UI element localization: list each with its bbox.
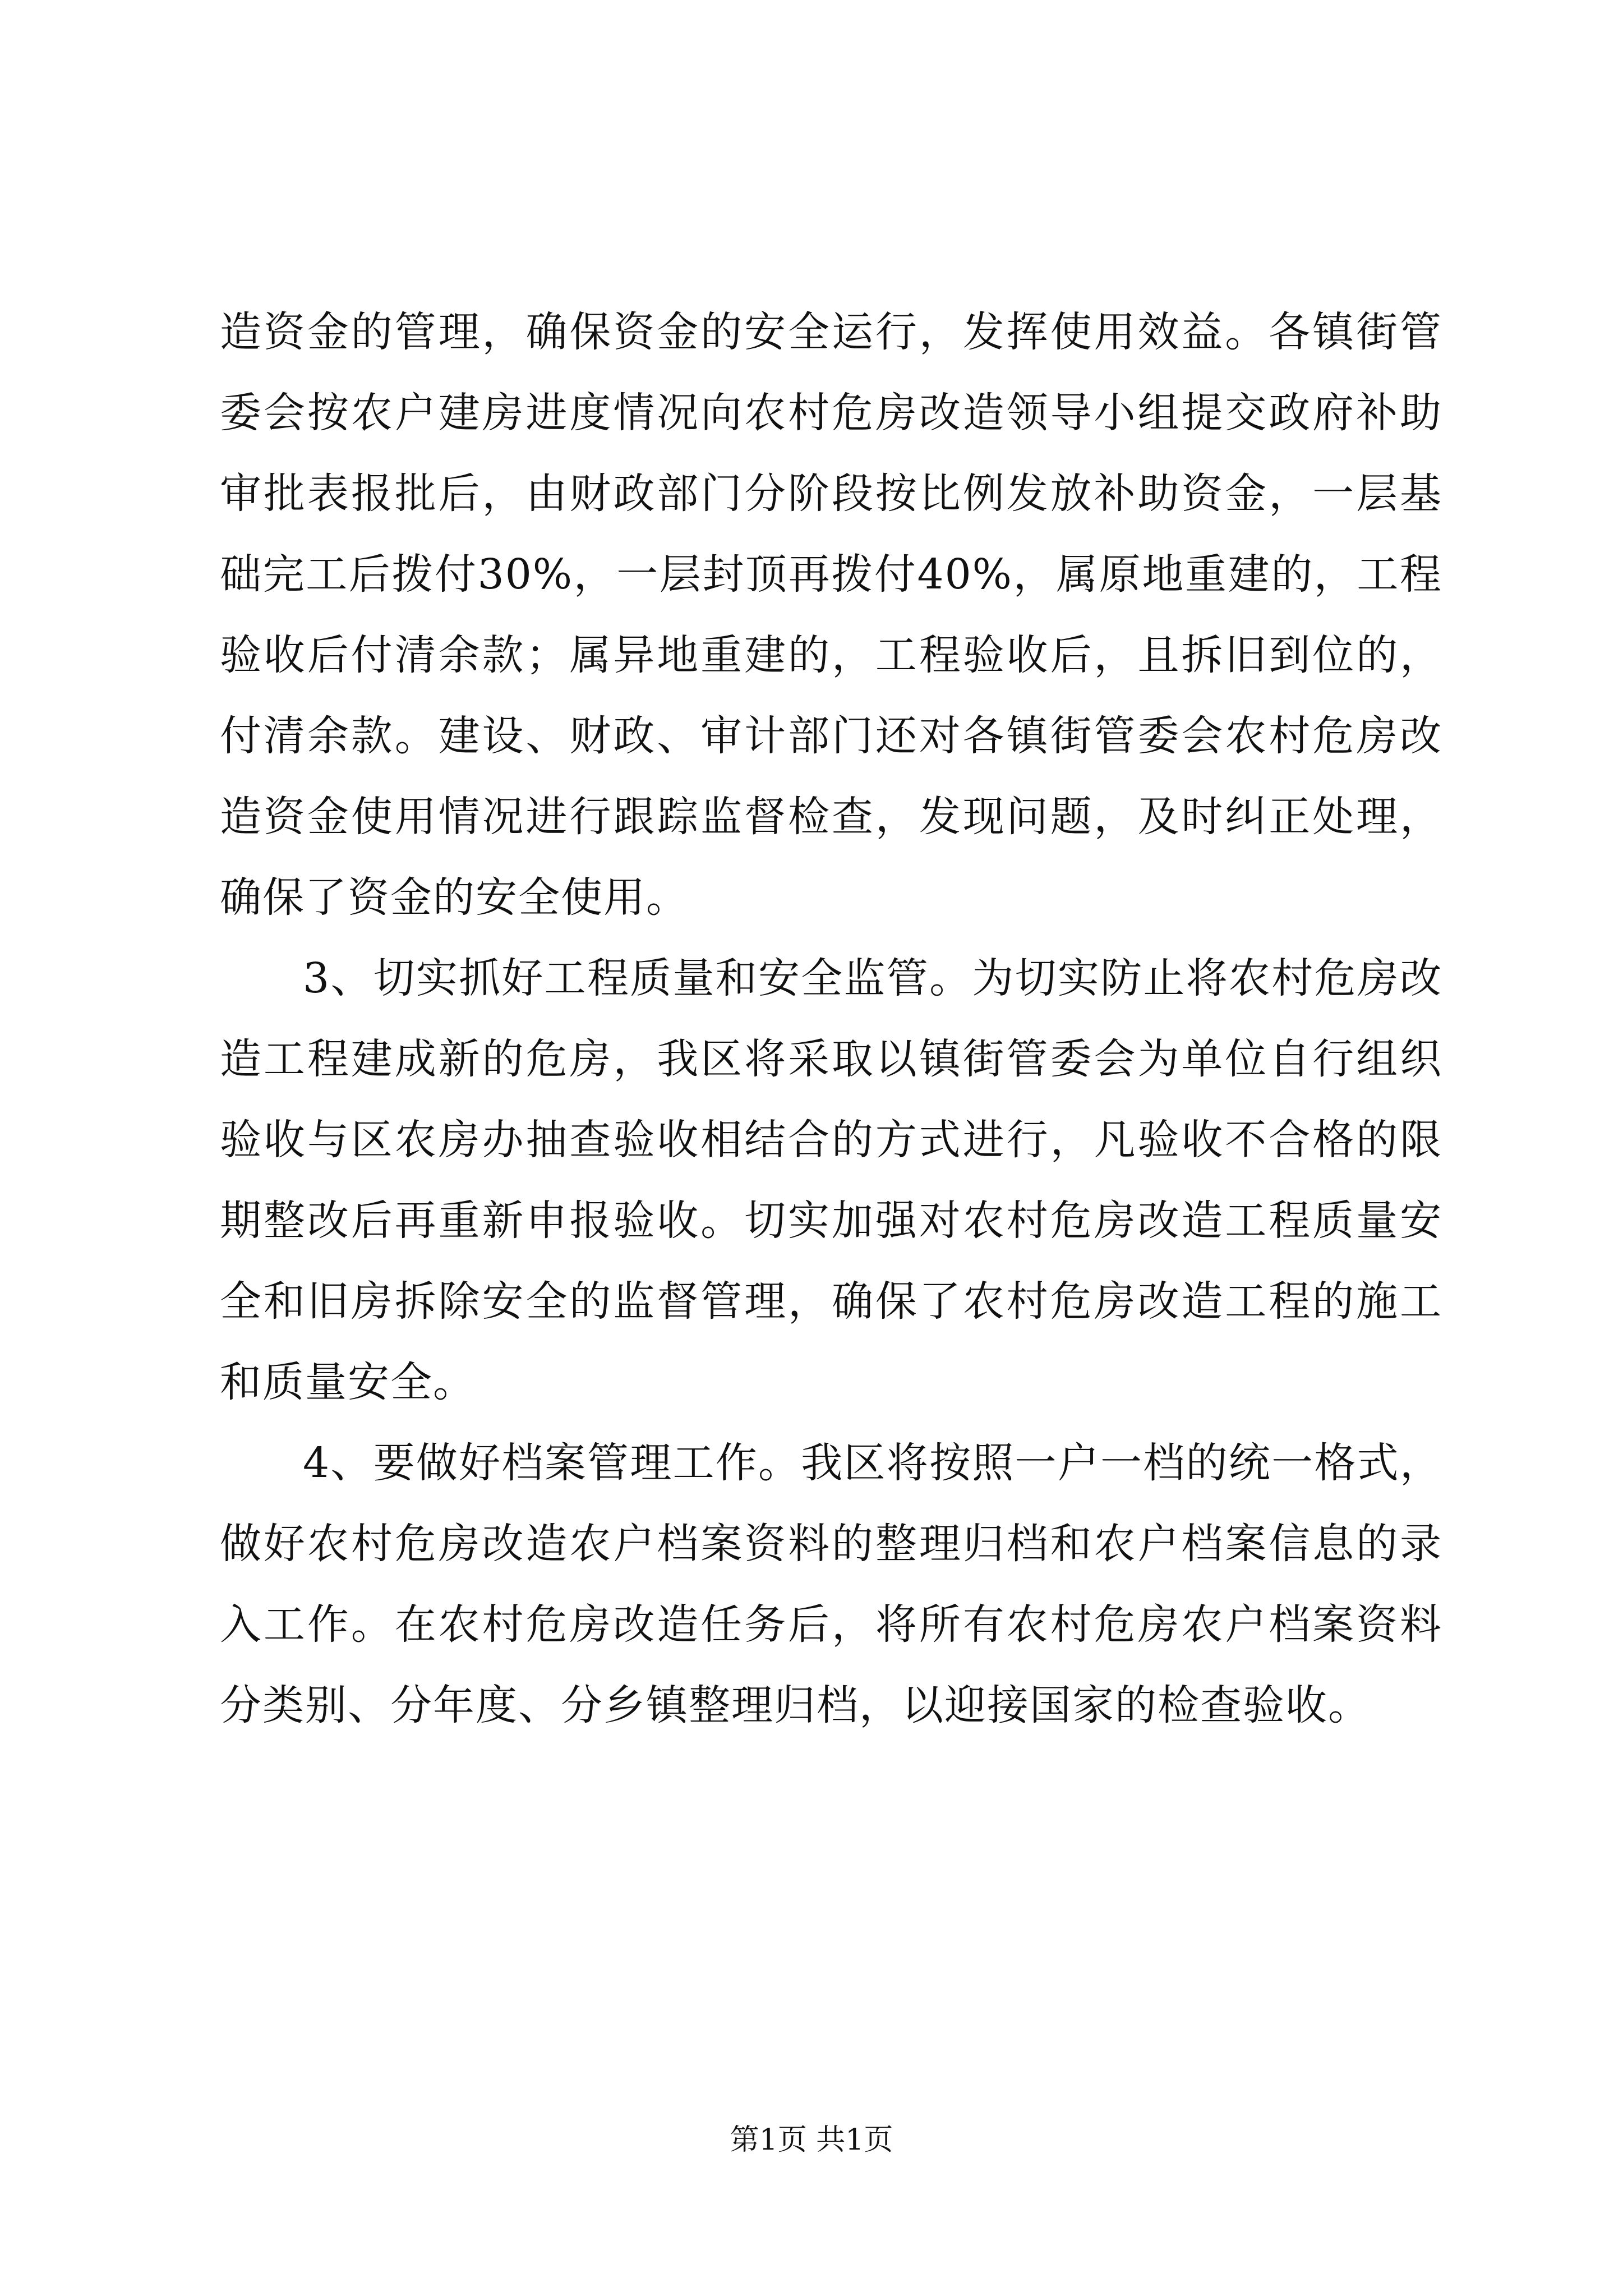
document-body	[220, 292, 1442, 1746]
paragraph-archive-management: 4、要做好档案管理工作。我区将按照一户一档的统一格式，做好农村危房改造农户档案资料的整理归档和农户档案信息的录入工作。在农村危房改造任务后，将所有农村危房农户档案资料分类别、分年度、分乡镇整理归档，以迎接国家的检查验收。	[220, 1439, 1442, 1729]
page-footer: 第1页 共1页	[730, 2123, 893, 2157]
paragraph-quality-safety: 3、切实抓好工程质量和安全监管。为切实防止将农村危房改造工程建成新的危房，我区将采取以镇街管委会为单位自行组织验收与区农房办抽查验收相结合的方式进行，凡验收不合格的限期整改后再重新申报验收。切实加强对农村危房改造工程质量安全和旧房拆除安全的监督管理，确保了农村危房改造工程的施工和质量安全。	[220, 954, 1442, 1406]
paragraph-fund-management: 造资金的管理，确保资金的安全运行，发挥使用效益。各镇街管委会按农户建房进度情况向农村危房改造领导小组提交政府补助审批表报批后，由财政部门分阶段按比例发放补助资金，一层基础完工后拨付30%，一层封顶再拨付40%，属原地重建的，工程验收后付清余款；属异地重建的，工程验收后，且拆旧到位的，付清余款。建设、财政、审计部门还对各镇街管委会农村危房改造资金使用情况进行跟踪监督检查，发现问题，及时纠正处理，确保了资金的安全使用。	[220, 308, 1442, 922]
